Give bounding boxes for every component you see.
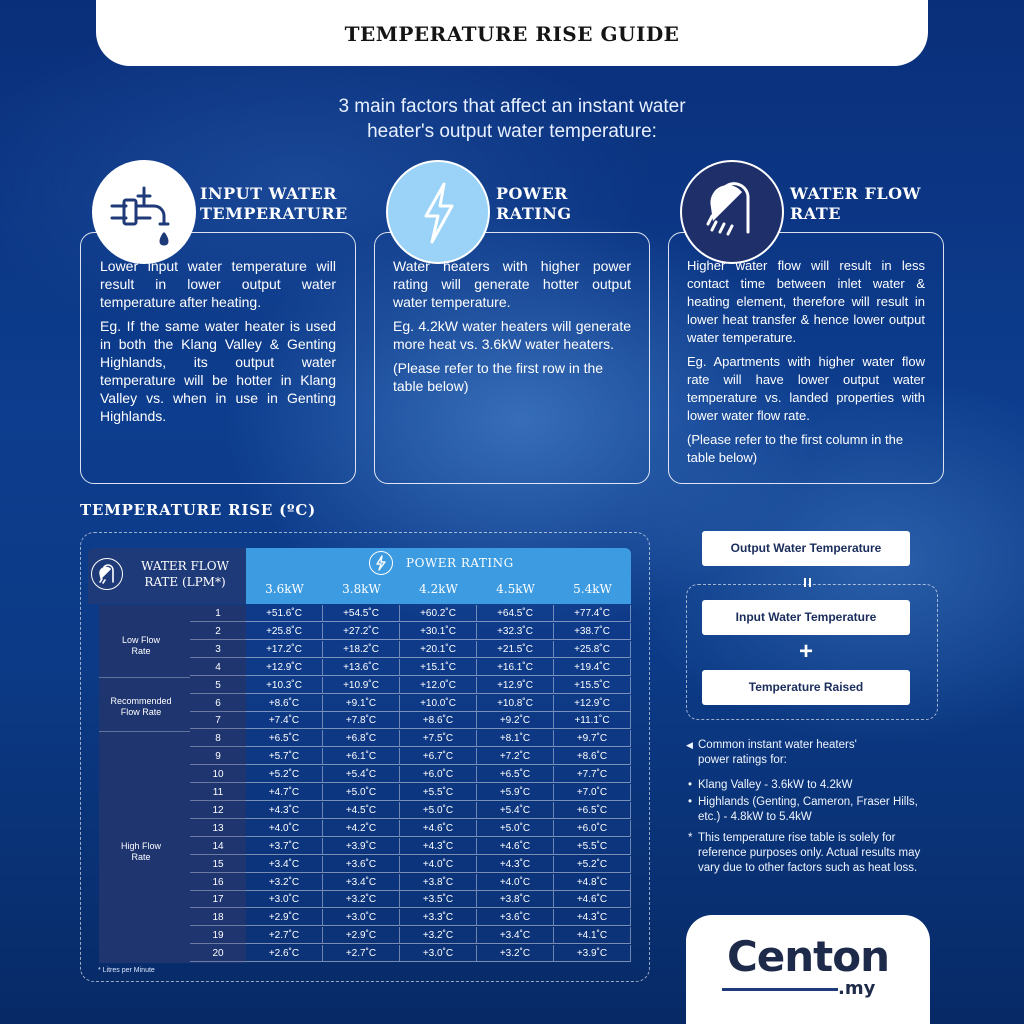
lpm-cell: 20 (190, 945, 246, 962)
temperature-cell: +2.7˚C (246, 927, 323, 944)
temperature-cell: +7.5˚C (400, 730, 477, 747)
temperature-cell: +64.5˚C (477, 605, 554, 622)
temperature-cell: +10.8˚C (477, 695, 554, 712)
lpm-cell: 11 (190, 784, 246, 801)
formula-input-box: Input Water Temperature (702, 600, 910, 635)
temperature-cell: +3.2˚C (246, 874, 323, 891)
temperature-cell: +4.1˚C (554, 927, 631, 944)
list-item: • Klang Valley - 3.6kW to 4.2kW (688, 779, 853, 791)
factor-text-input-temperature: Lower input water temperature will result in lower output water temperature after heating. Eg. If the same water heater is used in both the Klang Valley & Genting Highlands, its output water temperature will be hotter in Klang Valley vs. when in use in Genting Highlands. (100, 258, 336, 424)
temperature-cell: +7.2˚C (477, 748, 554, 765)
temperature-cell: +16.1˚C (477, 659, 554, 676)
temperature-cell: +13.6˚C (323, 659, 400, 676)
temperature-cell: +15.1˚C (400, 659, 477, 676)
lpm-cell: 1 (190, 605, 246, 622)
temperature-cell: +19.4˚C (554, 659, 631, 676)
temperature-cell: +10.0˚C (400, 695, 477, 712)
lightning-icon (369, 551, 393, 575)
temperature-cell: +5.5˚C (400, 784, 477, 801)
power-col-3-8: 3.8kW (342, 582, 381, 596)
brand-logo: Centon (726, 932, 890, 981)
shower-icon (91, 558, 123, 590)
temperature-cell: +11.1˚C (554, 712, 631, 729)
equals-sign: = (796, 577, 817, 588)
flow-header-line-1: WATER FLOW (141, 559, 229, 573)
temperature-cell: +6.0˚C (554, 820, 631, 837)
temperature-cell: +5.0˚C (400, 802, 477, 819)
temperature-cell: +5.0˚C (477, 820, 554, 837)
temperature-cell: +3.2˚C (400, 927, 477, 944)
page-title: TEMPERATURE RISE GUIDE (344, 22, 680, 46)
lpm-cell: 17 (190, 891, 246, 908)
intro-line-1: 3 main factors that affect an instant water (338, 96, 686, 117)
temperature-cell: +4.6˚C (400, 820, 477, 837)
temperature-cell: +3.0˚C (323, 909, 400, 926)
lpm-cell: 8 (190, 730, 246, 747)
lpm-cell: 2 (190, 623, 246, 640)
temperature-cell: +4.7˚C (246, 784, 323, 801)
temperature-cell: +6.0˚C (400, 766, 477, 783)
power-col-4-2: 4.2kW (419, 582, 458, 596)
temperature-cell: +5.9˚C (477, 784, 554, 801)
temperature-cell: +5.0˚C (323, 784, 400, 801)
table-row (190, 909, 631, 926)
temperature-cell: +7.7˚C (554, 766, 631, 783)
lpm-cell: 12 (190, 802, 246, 819)
temperature-cell: +3.4˚C (323, 874, 400, 891)
lpm-cell: 16 (190, 874, 246, 891)
lpm-cell: 3 (190, 641, 246, 658)
table-row (190, 748, 631, 765)
temperature-cell: +4.5˚C (323, 802, 400, 819)
temperature-cell: +25.8˚C (246, 623, 323, 640)
temperature-cell: +2.6˚C (246, 945, 323, 962)
arrow-left-icon: ◀ (686, 740, 693, 750)
power-notes (686, 738, 936, 876)
temperature-cell: +12.9˚C (554, 695, 631, 712)
table-footnote: * Litres per Minute (98, 967, 155, 974)
factor-title-input-temperature: INPUT WATER TEMPERATURE (200, 184, 348, 223)
temperature-cell: +6.5˚C (554, 802, 631, 819)
temperature-cell: +4.2˚C (323, 820, 400, 837)
brand-logo-suffix: .my (838, 978, 876, 999)
temperature-cell: +20.1˚C (400, 641, 477, 658)
temperature-cell: +5.4˚C (477, 802, 554, 819)
table-row (190, 927, 631, 944)
lpm-cell: 4 (190, 659, 246, 676)
temperature-cell: +3.5˚C (400, 891, 477, 908)
temperature-cell: +6.5˚C (246, 730, 323, 747)
table-row (190, 874, 631, 891)
temperature-cell: +2.9˚C (246, 909, 323, 926)
table-row (190, 712, 631, 729)
temperature-cell: +4.3˚C (246, 802, 323, 819)
temperature-cell: +6.7˚C (400, 748, 477, 765)
temperature-cell: +3.8˚C (400, 874, 477, 891)
temperature-cell: +3.2˚C (323, 891, 400, 908)
temperature-cell: +12.0˚C (400, 677, 477, 694)
table-row (190, 766, 631, 783)
table-row (190, 623, 631, 640)
temperature-cell: +8.6˚C (246, 695, 323, 712)
temperature-cell: +18.2˚C (323, 641, 400, 658)
faucet-icon (92, 160, 196, 264)
temperature-cell: +7.4˚C (246, 712, 323, 729)
formula-raised-box: Temperature Raised (702, 670, 910, 705)
temperature-cell: +9.1˚C (323, 695, 400, 712)
flow-rate-header (88, 548, 246, 604)
temperature-cell: +5.5˚C (554, 838, 631, 855)
temperature-cell: +4.0˚C (400, 856, 477, 873)
temperature-cell: +7.0˚C (554, 784, 631, 801)
lpm-cell: 14 (190, 838, 246, 855)
temperature-cell: +6.1˚C (323, 748, 400, 765)
lpm-cell: 19 (190, 927, 246, 944)
temperature-cell: +3.8˚C (477, 891, 554, 908)
temperature-cell: +4.8˚C (554, 874, 631, 891)
temperature-cell: +51.6˚C (246, 605, 323, 622)
table-row (190, 856, 631, 873)
temperature-cell: +17.2˚C (246, 641, 323, 658)
temperature-cell: +10.9˚C (323, 677, 400, 694)
temperature-cell: +4.6˚C (554, 891, 631, 908)
lpm-cell: 5 (190, 677, 246, 694)
table-row (190, 695, 631, 712)
plus-sign: + (798, 638, 813, 665)
temperature-cell: +60.2˚C (400, 605, 477, 622)
table-row (190, 730, 631, 747)
group-low-flow: Low Flow Rate (121, 635, 160, 656)
temperature-cell: +3.9˚C (323, 838, 400, 855)
table-row (190, 641, 631, 658)
temperature-cell: +38.7˚C (554, 623, 631, 640)
temperature-cell: +8.1˚C (477, 730, 554, 747)
temperature-cell: +3.4˚C (246, 856, 323, 873)
temperature-cell: +30.1˚C (400, 623, 477, 640)
temperature-cell: +4.3˚C (554, 909, 631, 926)
temperature-cell: +10.3˚C (246, 677, 323, 694)
temperature-cell: +4.6˚C (477, 838, 554, 855)
temperature-cell: +5.4˚C (323, 766, 400, 783)
table-row (190, 784, 631, 801)
table-row (190, 838, 631, 855)
lpm-cell: 10 (190, 766, 246, 783)
formula-output-box: Output Water Temperature (702, 531, 910, 566)
shower-icon (680, 160, 784, 264)
temperature-cell: +4.3˚C (477, 856, 554, 873)
temperature-cell: +2.7˚C (323, 945, 400, 962)
lpm-cell: 9 (190, 748, 246, 765)
lightning-icon (386, 160, 490, 264)
power-col-3-6: 3.6kW (265, 582, 304, 596)
temperature-cell: +8.6˚C (400, 712, 477, 729)
temperature-cell: +5.2˚C (554, 856, 631, 873)
table-row (190, 677, 631, 694)
power-col-5-4: 5.4kW (573, 582, 612, 596)
table-row (190, 945, 631, 962)
table-row (190, 802, 631, 819)
temperature-cell: +3.0˚C (246, 891, 323, 908)
temperature-cell: +54.5˚C (323, 605, 400, 622)
table-row (190, 891, 631, 908)
group-recommended: Recommended Flow Rate (110, 696, 172, 717)
temperature-cell: +4.3˚C (400, 838, 477, 855)
temperature-cell: +9.7˚C (554, 730, 631, 747)
notes-disclaimer: * This temperature rise table is solely for reference purposes only. Actual results may vary due to other factors such as heat loss. (688, 832, 921, 874)
table-row (190, 659, 631, 676)
lpm-cell: 15 (190, 856, 246, 873)
temperature-cell: +6.5˚C (477, 766, 554, 783)
temperature-cell: +4.0˚C (477, 874, 554, 891)
temperature-cell: +3.7˚C (246, 838, 323, 855)
factor-text-power-rating: Water heaters with higher power rating will generate hotter output water temperature. Eg. 4.2kW water heaters will generate more heat vs. 3.6kW water heaters. (Please refer to the first row in the table below) (393, 258, 631, 394)
factor-title-power-rating: POWER RATING (496, 184, 572, 223)
temperature-cell: +25.8˚C (554, 641, 631, 658)
temperature-cell: +3.6˚C (323, 856, 400, 873)
factor-title-water-flow: WATER FLOW RATE (790, 184, 921, 223)
notes-list (686, 778, 936, 825)
lpm-cell: 6 (190, 695, 246, 712)
temperature-cell: +4.0˚C (246, 820, 323, 837)
temperature-cell: +3.2˚C (477, 945, 554, 962)
power-header-label: POWER RATING (406, 556, 514, 570)
temperature-cell: +7.8˚C (323, 712, 400, 729)
temperature-cell: +3.3˚C (400, 909, 477, 926)
temperature-cell: +32.3˚C (477, 623, 554, 640)
power-col-4-5: 4.5kW (496, 582, 535, 596)
table-row (190, 820, 631, 837)
temperature-cell: +8.6˚C (554, 748, 631, 765)
lpm-cell: 7 (190, 712, 246, 729)
lpm-cell: 13 (190, 820, 246, 837)
temperature-cell: +5.7˚C (246, 748, 323, 765)
flow-header-line-2: RATE (LPM*) (144, 575, 226, 589)
temperature-cell: +27.2˚C (323, 623, 400, 640)
temperature-cell: +6.8˚C (323, 730, 400, 747)
temperature-cell: +21.5˚C (477, 641, 554, 658)
temperature-cell: +15.5˚C (554, 677, 631, 694)
temperature-cell: +3.9˚C (554, 945, 631, 962)
intro-text (250, 94, 774, 144)
temperature-cell: +12.9˚C (477, 677, 554, 694)
section-title: TEMPERATURE RISE (ºC) (80, 501, 316, 519)
lpm-cell: 18 (190, 909, 246, 926)
factor-text-water-flow: Higher water flow will result in less contact time between inlet water & heating element, therefore will result in lower heat transfer & hence lower output water temperature. Eg. Apartments with higher water flow rate will have lower output water temperature vs. landed properties with lower water flow rate. (Please refer to the first column in the table below) (687, 258, 925, 465)
list-item: • Highlands (Genting, Cameron, Fraser Hills, etc.) - 4.8kW to 5.4kW (688, 796, 918, 823)
group-high-flow: High Flow Rate (120, 841, 161, 862)
temperature-cell: +2.9˚C (323, 927, 400, 944)
temperature-cell: +3.4˚C (477, 927, 554, 944)
table-row (190, 605, 631, 622)
notes-intro: ◀ Common instant water heaters' power ratings for: (686, 739, 857, 766)
temperature-cell: +3.6˚C (477, 909, 554, 926)
temperature-cell: +5.2˚C (246, 766, 323, 783)
temperature-cell: +77.4˚C (554, 605, 631, 622)
temperature-cell: +3.0˚C (400, 945, 477, 962)
temperature-cell: +12.9˚C (246, 659, 323, 676)
logo-underline (722, 988, 838, 991)
temperature-cell: +9.2˚C (477, 712, 554, 729)
intro-line-2: heater's output water temperature: (367, 121, 657, 142)
